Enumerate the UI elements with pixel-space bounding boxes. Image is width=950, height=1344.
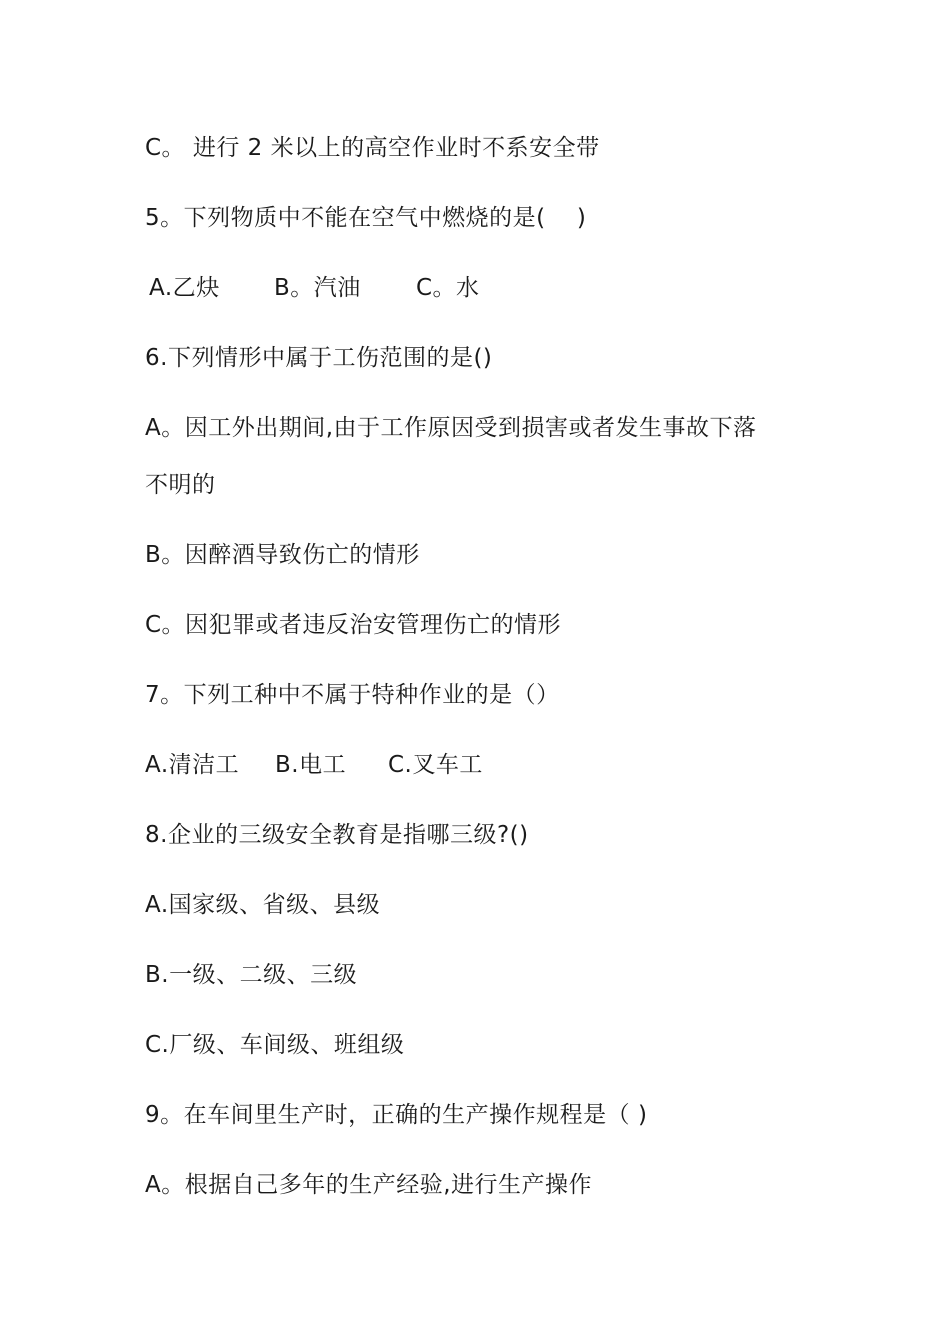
q6-option-a-continued: 不明的 bbox=[145, 472, 216, 498]
q5-option-b: B。汽油 bbox=[274, 275, 361, 301]
q7-option-b: B.电工 bbox=[275, 752, 347, 778]
q8-option-b: B.一级、二级、三级 bbox=[145, 962, 358, 988]
q4-option-c: C。 进行 2 米以上的高空作业时不系安全带 bbox=[145, 135, 600, 161]
q6-option-a: A。因工外出期间,由于工作原因受到损害或者发生事故下落 bbox=[145, 415, 757, 441]
question-5: 5。下列物质中不能在空气中燃烧的是( ) bbox=[145, 205, 587, 231]
q5-option-a: A.乙炔 bbox=[149, 275, 220, 301]
q7-option-c: C.叉车工 bbox=[388, 752, 483, 778]
q6-option-c: C。因犯罪或者违反治安管理伤亡的情形 bbox=[145, 612, 562, 638]
question-7: 7。下列工种中不属于特种作业的是（） bbox=[145, 682, 560, 708]
q6-option-b: B。因醉酒导致伤亡的情形 bbox=[145, 542, 420, 568]
question-6: 6.下列情形中属于工伤范围的是() bbox=[145, 345, 493, 371]
q5-option-c: C。水 bbox=[416, 275, 480, 301]
question-9: 9。在车间里生产时，正确的生产操作规程是（ ) bbox=[145, 1102, 648, 1128]
q7-option-a: A.清洁工 bbox=[145, 752, 240, 778]
q9-option-a: A。根据自己多年的生产经验,进行生产操作 bbox=[145, 1172, 593, 1198]
q8-option-c: C.厂级、车间级、班组级 bbox=[145, 1032, 405, 1058]
q8-option-a: A.国家级、省级、县级 bbox=[145, 892, 381, 918]
question-8: 8.企业的三级安全教育是指哪三级?() bbox=[145, 822, 529, 848]
